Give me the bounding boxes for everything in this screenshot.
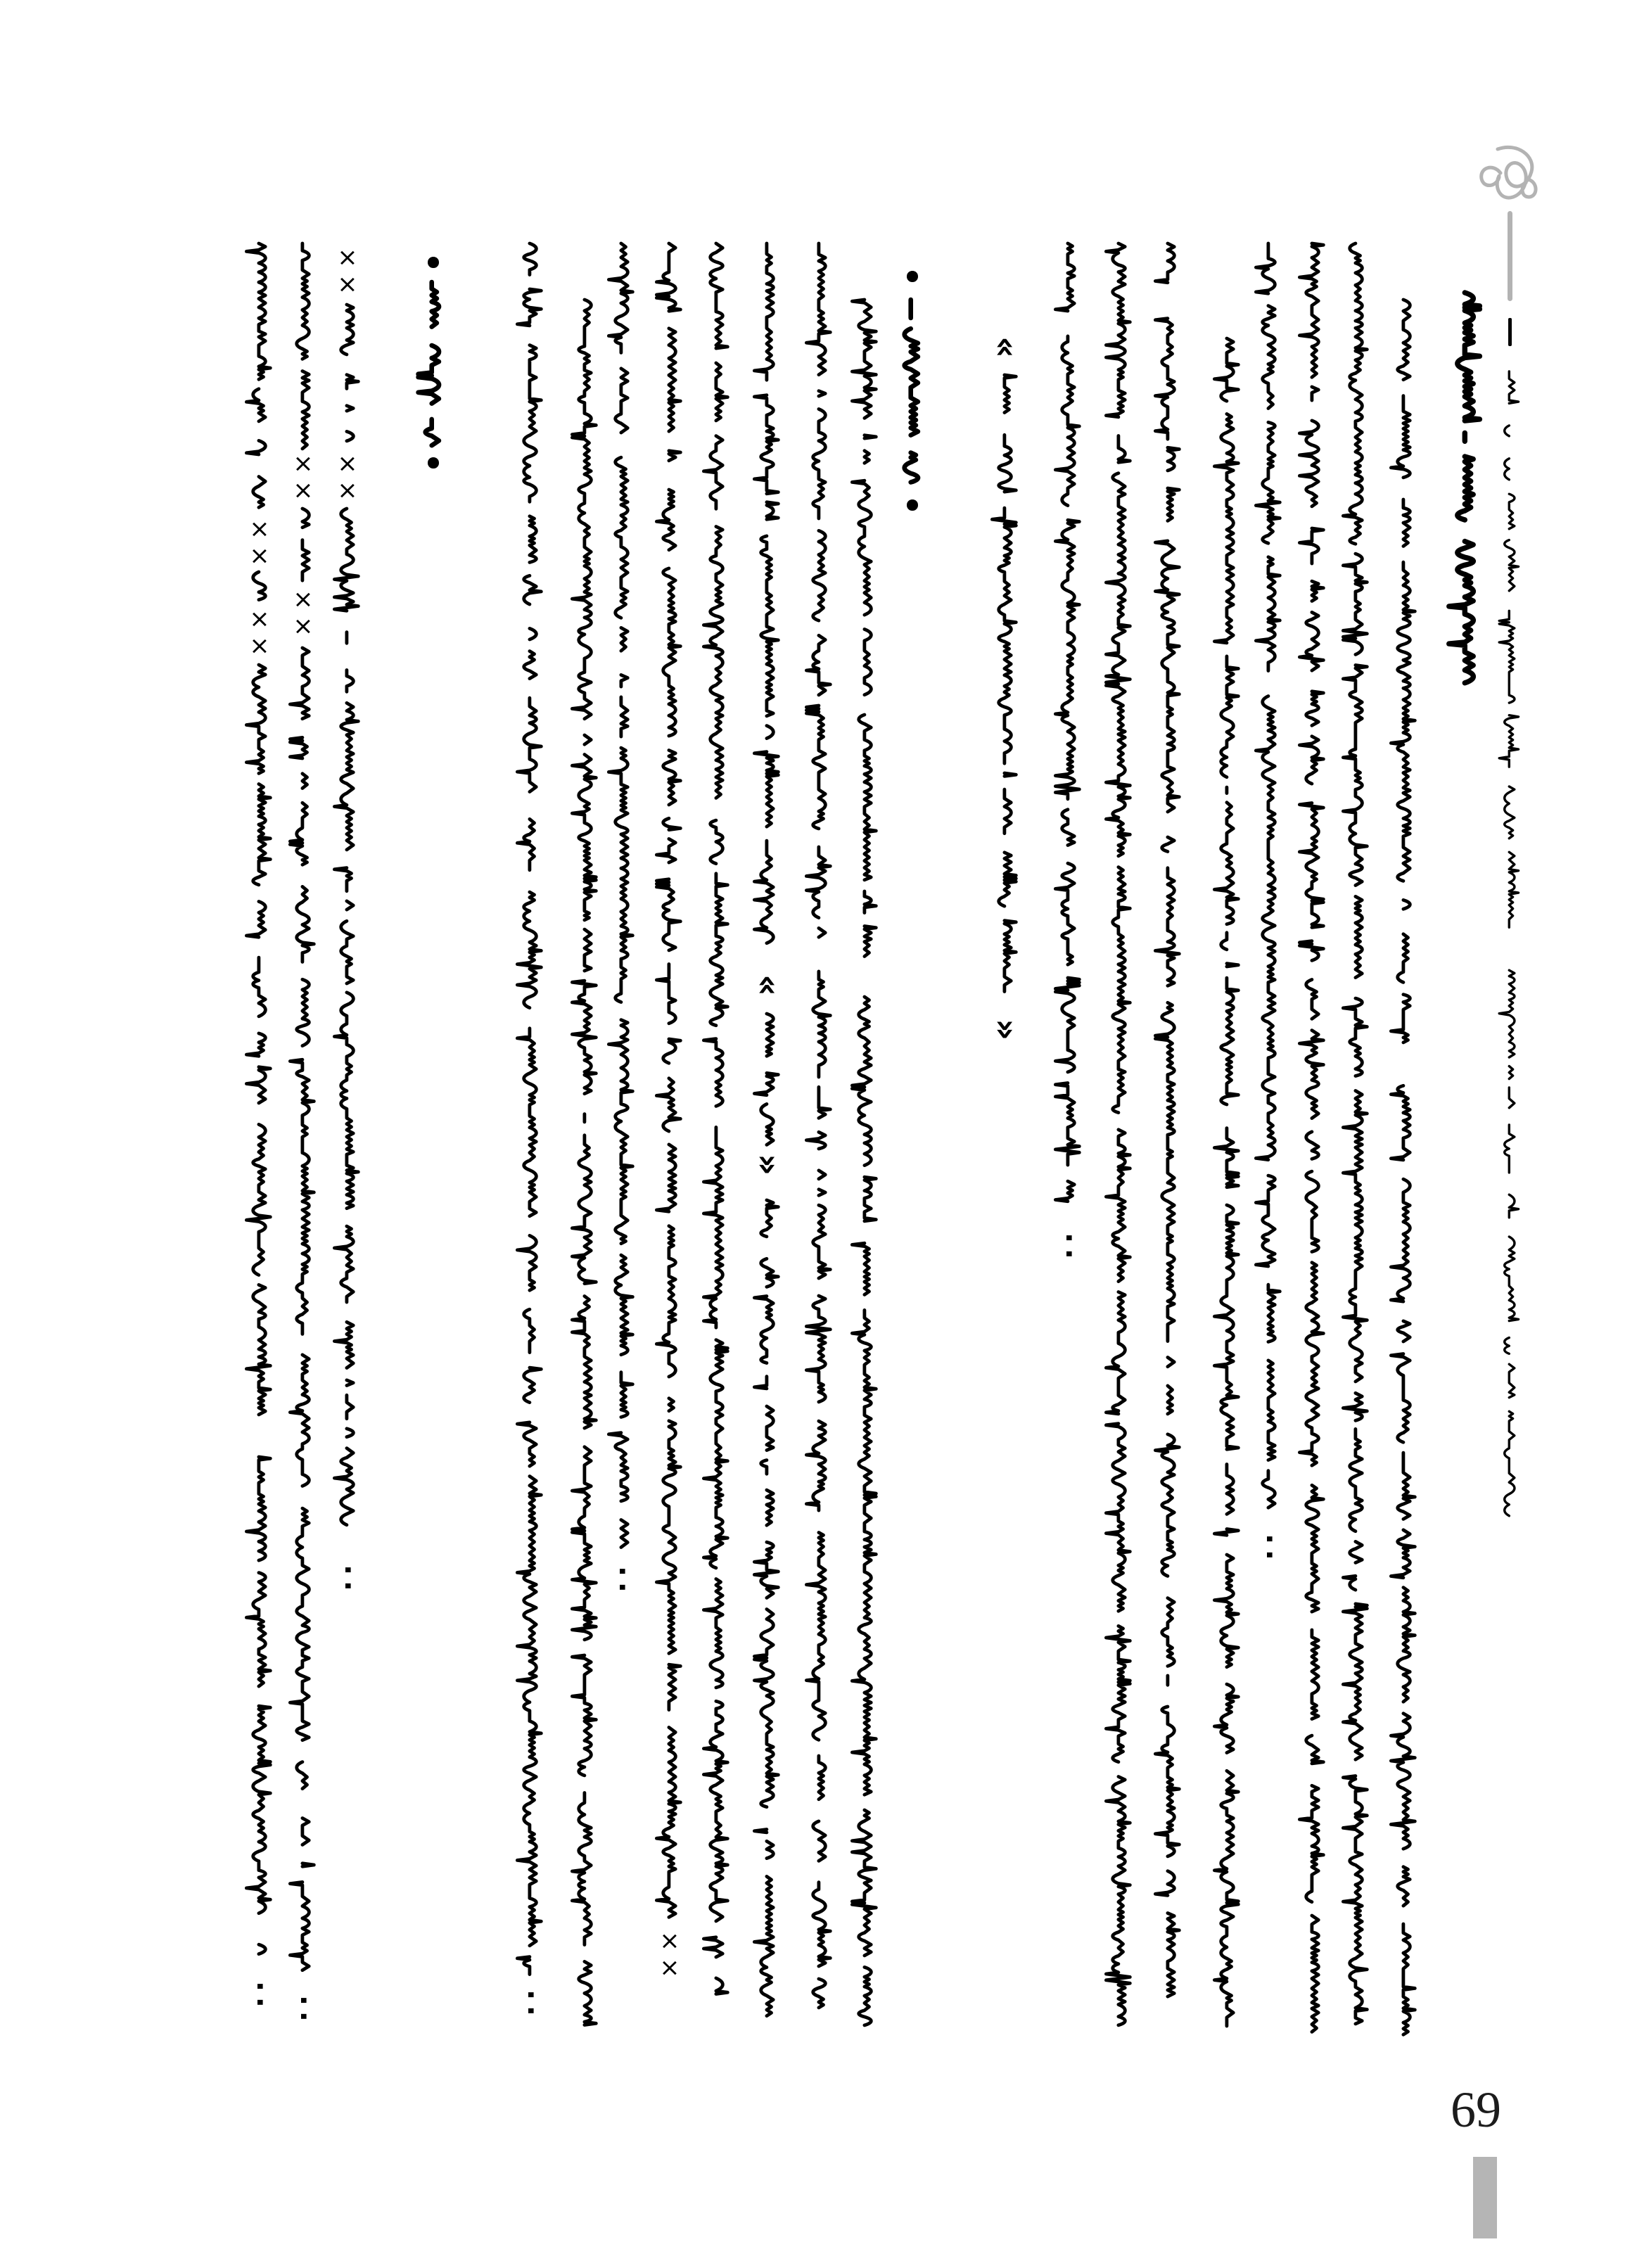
script-run (753, 243, 783, 953)
script-run (246, 664, 275, 1958)
bullet-icon (907, 499, 918, 511)
para-3-line-3 (748, 0, 788, 2268)
script-run (246, 243, 275, 509)
para-2-line-1 (1213, 0, 1243, 2268)
script-run (289, 508, 319, 578)
script-run (333, 304, 363, 442)
quote-close-mark: » (986, 1019, 1026, 1041)
script-run (1498, 371, 1522, 765)
quoted-reference-line (986, 0, 1026, 2268)
para-1-line-3 (1299, 0, 1328, 2268)
script-run (991, 374, 1021, 993)
end-punctuation-dots: ·· (286, 1995, 319, 2027)
script-run (289, 243, 319, 443)
script-run (1255, 243, 1285, 1509)
script-run (851, 299, 881, 2026)
script-run (753, 1199, 783, 2010)
para-3-line-2 (805, 0, 835, 2268)
script-run (333, 508, 363, 1527)
script-run (1498, 1236, 1522, 1509)
script-run (703, 243, 732, 2005)
end-punctuation-dots: ·· (1052, 1232, 1085, 1265)
script-run (417, 281, 450, 443)
script-run (246, 243, 275, 509)
xx-placeholder-mark: ×× (333, 248, 362, 302)
script-run (1105, 243, 1135, 2026)
para-2-line-4 (1054, 0, 1084, 2268)
end-punctuation-dots: ·· (243, 1981, 276, 2013)
header-dash (1509, 318, 1512, 346)
script-run (246, 571, 275, 599)
script-run (516, 243, 546, 1973)
header-rule (1508, 211, 1513, 301)
xx-placeholder-mark: ×× (333, 454, 362, 508)
section-heading-2 (417, 0, 450, 2268)
para-4-line-2 (516, 0, 546, 2268)
script-run (805, 243, 835, 2026)
para-5-line-1 (333, 0, 363, 2268)
end-punctuation-dots: ·· (514, 1989, 547, 2022)
script-run (1390, 299, 1420, 2026)
quote-open-mark: « (748, 974, 788, 997)
script-run (333, 304, 363, 442)
xx-placeholder-mark: ×× (655, 1931, 684, 1985)
bullet-icon (428, 457, 439, 469)
script-run (1498, 786, 1522, 1215)
para-3-line-5 (656, 0, 685, 2268)
xx-placeholder-mark: ×× (288, 454, 317, 508)
script-run (1154, 243, 1184, 2026)
script-run (246, 664, 275, 1958)
script-run (656, 243, 685, 1917)
quote-open-mark: « (986, 336, 1026, 359)
script-run (1299, 243, 1328, 2026)
script-run (753, 1013, 783, 1140)
script-run (1498, 1236, 1522, 1509)
script-run (417, 281, 450, 443)
script-run (1213, 338, 1243, 2026)
section-heading-1 (896, 0, 929, 2268)
script-run (1105, 243, 1135, 2026)
script-run (991, 374, 1021, 993)
xx-placeholder-mark: ×× (245, 519, 274, 573)
para-3-line-1 (851, 0, 881, 2268)
script-run (608, 243, 637, 1544)
script-run (1448, 292, 1486, 679)
script-run (1213, 338, 1243, 2026)
script-run (289, 243, 319, 443)
para-4-line-1 (571, 0, 601, 2268)
script-run (1054, 243, 1084, 1206)
script-run (753, 1013, 783, 1140)
script-run (896, 299, 929, 482)
xx-placeholder-mark: ×× (288, 590, 317, 644)
xx-placeholder-mark: ×× (245, 609, 274, 663)
script-run (1498, 786, 1522, 1215)
running-header (1498, 0, 1522, 2268)
para-2-line-3 (1105, 0, 1135, 2268)
page-edge-tab (1473, 2157, 1497, 2238)
script-run (1299, 243, 1328, 2026)
script-run (289, 647, 319, 1970)
quote-close-mark: » (748, 1154, 788, 1176)
script-run (289, 508, 319, 578)
script-run (1054, 243, 1084, 1206)
para-1-line-1 (1390, 0, 1420, 2268)
end-punctuation-dots: ·· (1252, 1534, 1285, 1566)
script-run (1498, 371, 1522, 765)
para-3-line-4 (703, 0, 732, 2268)
script-run (333, 508, 363, 1527)
para-1-line-2 (1342, 0, 1372, 2268)
script-run (516, 243, 546, 1973)
script-run (1255, 243, 1285, 1509)
article-title (1448, 0, 1486, 2268)
para-3-line-6 (605, 0, 638, 2268)
script-run (571, 299, 601, 2026)
script-run (608, 243, 637, 1544)
para-2-line-2 (1154, 0, 1184, 2268)
script-run (753, 243, 783, 953)
bullet-icon (907, 271, 918, 282)
bullet-icon (428, 257, 439, 268)
script-run (289, 647, 319, 1970)
script-run (1448, 292, 1486, 679)
para-5-line-2 (286, 0, 319, 2268)
script-run (1342, 243, 1372, 2026)
para-5-line-3 (243, 0, 276, 2268)
script-run (246, 571, 275, 599)
script-run (703, 243, 732, 2005)
script-run (1154, 243, 1184, 2026)
script-run (851, 299, 881, 2026)
script-run (753, 1199, 783, 2010)
script-run (896, 299, 929, 482)
script-run (805, 243, 835, 2026)
page-number: 69 (1451, 2082, 1501, 2138)
para-1-line-4 (1252, 0, 1285, 2268)
script-run (1390, 299, 1420, 2026)
script-run (656, 243, 685, 1917)
script-run (571, 299, 601, 2026)
end-punctuation-dots: ·· (605, 1566, 638, 1598)
end-punctuation-dots: ·· (331, 1565, 364, 1597)
script-run (1342, 243, 1372, 2026)
